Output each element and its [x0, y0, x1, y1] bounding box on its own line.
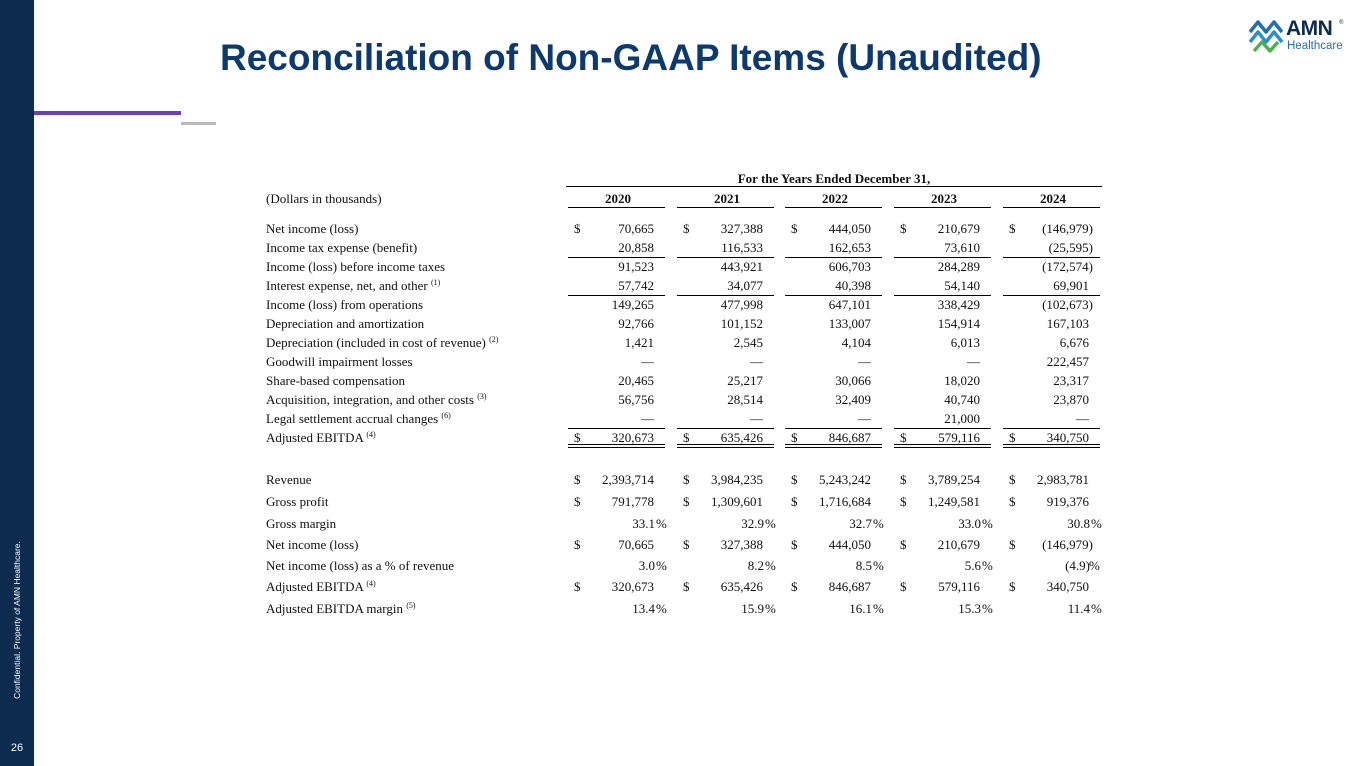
dollar-sign: $ [574, 221, 581, 236]
dollar-sign: $ [791, 472, 798, 487]
row-label: Revenue [266, 472, 312, 487]
dollar-sign: $ [900, 494, 907, 509]
period-header: For the Years Ended December 31, [737, 171, 931, 186]
cell-value: 5.6 [964, 558, 981, 573]
percent-sign: % [765, 558, 776, 573]
table-row [0, 354, 1365, 374]
table-row [0, 537, 1365, 557]
cell-value: 32,409 [835, 392, 871, 407]
table-row [0, 430, 1365, 450]
percent-sign: % [873, 558, 884, 573]
cell-value: 210,679 [937, 221, 980, 236]
cell-value: 3,789,254 [928, 472, 980, 487]
row-label: Depreciation and amortization [266, 316, 425, 331]
cell-value: (25,595) [1048, 240, 1093, 255]
table-row [0, 472, 1365, 492]
cell-value: (102,673) [1042, 297, 1093, 312]
percent-sign: % [982, 558, 993, 573]
row-label: Income (loss) before income taxes [266, 259, 446, 274]
dollar-sign: $ [900, 430, 907, 445]
dollar-sign: $ [900, 579, 907, 594]
cell-value: 73,610 [944, 240, 980, 255]
row-label: Gross profit [266, 494, 329, 509]
dollar-sign: $ [683, 221, 690, 236]
table-row [0, 373, 1365, 393]
confidential-notice: Confidential. Property of AMN Healthcare. [12, 541, 22, 699]
cell-value: 167,103 [1046, 316, 1089, 331]
cell-value: 1,249,581 [928, 494, 980, 509]
cell-value: 8.5 [855, 558, 872, 573]
dollar-sign: $ [683, 430, 690, 445]
cell-value: 4,104 [841, 335, 871, 350]
subtotal-underline [677, 257, 774, 258]
year-header-2021: 2021 [714, 191, 740, 206]
cell-value: 477,998 [720, 297, 763, 312]
page-number: 26 [10, 742, 24, 754]
cell-value: 340,750 [1046, 579, 1089, 594]
cell-value: — [750, 354, 763, 369]
cell-value: 23,317 [1053, 373, 1089, 388]
subtotal-underline [785, 257, 882, 258]
table-row [0, 411, 1365, 431]
row-label: Net income (loss) as a % of revenue [266, 558, 455, 573]
row-label: Goodwill impairment losses [266, 354, 413, 369]
table-row [0, 494, 1365, 514]
cell-value: 40,740 [944, 392, 980, 407]
cell-value: 33.0 [958, 516, 981, 531]
dollar-sign: $ [574, 494, 581, 509]
dollar-sign: $ [791, 221, 798, 236]
cell-value: 20,858 [618, 240, 654, 255]
cell-value: 320,673 [611, 579, 654, 594]
cell-value: 15.3 [958, 601, 981, 616]
table-row [0, 316, 1365, 336]
cell-value: 25,217 [727, 373, 763, 388]
row-label: Interest expense, net, and other $^{(1)}$ [266, 278, 441, 293]
cell-value: 444,050 [828, 221, 871, 236]
dollar-sign: $ [574, 472, 581, 487]
dollar-sign: $ [791, 494, 798, 509]
subtotal-underline [894, 257, 991, 258]
period-underline [566, 186, 1102, 187]
cell-value: 70,665 [618, 221, 654, 236]
cell-value: 210,679 [937, 537, 980, 552]
dollar-sign: $ [574, 579, 581, 594]
subtotal-underline [1003, 257, 1100, 258]
footnote-ref: (6) [441, 411, 451, 420]
subtotal-underline [894, 295, 991, 296]
cell-value: — [858, 411, 871, 426]
cell-value: 32.7 [849, 516, 872, 531]
table-row [0, 558, 1365, 578]
cell-value: 444,050 [828, 537, 871, 552]
cell-value: 338,429 [937, 297, 980, 312]
cell-value: 2,545 [733, 335, 763, 350]
percent-sign: % [873, 516, 884, 531]
percent-sign: % [656, 601, 667, 616]
cell-value: 23,870 [1053, 392, 1089, 407]
footnote-ref: (3) [477, 392, 487, 401]
cell-value: 222,457 [1046, 354, 1089, 369]
row-label: Net income (loss) [266, 537, 359, 552]
year-header-underline [785, 207, 882, 208]
dollar-sign: $ [683, 537, 690, 552]
cell-value: 33.1 [632, 516, 655, 531]
percent-sign: % [656, 516, 667, 531]
cell-value: 6,676 [1059, 335, 1089, 350]
cell-value: — [750, 411, 763, 426]
cell-value: (172,574) [1042, 259, 1093, 274]
cell-value: 2,983,781 [1037, 472, 1089, 487]
logo-registered-mark: ® [1339, 20, 1344, 26]
footnote-ref: (4) [366, 430, 376, 439]
dollar-sign: $ [574, 430, 581, 445]
cell-value: 635,426 [720, 579, 763, 594]
cell-value: 6,013 [950, 335, 980, 350]
percent-sign: % [1091, 601, 1102, 616]
cell-value: 21,000 [944, 411, 980, 426]
cell-value: 30,066 [835, 373, 871, 388]
title-accent-bar [34, 111, 181, 115]
year-header-underline [894, 207, 991, 208]
percent-sign: % [982, 601, 993, 616]
year-header-2020: 2020 [605, 191, 631, 206]
subtotal-underline [677, 428, 774, 429]
cell-value: 34,077 [727, 278, 763, 293]
page-title: Reconciliation of Non-GAAP Items (Unaudited) [220, 37, 1042, 78]
table-row [0, 392, 1365, 412]
cell-value: 5,243,242 [819, 472, 871, 487]
row-label: Legal settlement accrual changes $^{(6)}$ [266, 411, 451, 426]
table-row [0, 278, 1365, 298]
table-row [0, 221, 1365, 241]
units-label: (Dollars in thousands) [266, 191, 382, 206]
percent-sign: % [765, 601, 776, 616]
cell-value: 791,778 [611, 494, 654, 509]
cell-value: 15.9 [741, 601, 764, 616]
percent-sign: % [1091, 516, 1102, 531]
dollar-sign: $ [900, 472, 907, 487]
dollar-sign: $ [1009, 579, 1016, 594]
cell-value: 57,742 [618, 278, 654, 293]
cell-value: 340,750 [1046, 430, 1089, 445]
cell-value: 162,653 [828, 240, 871, 255]
cell-value: — [641, 411, 654, 426]
subtotal-underline [677, 295, 774, 296]
cell-value: 56,756 [618, 392, 654, 407]
cell-value: 70,665 [618, 537, 654, 552]
cell-value: 320,673 [611, 430, 654, 445]
cell-value: 919,376 [1046, 494, 1089, 509]
subtotal-underline [894, 428, 991, 429]
dollar-sign: $ [900, 221, 907, 236]
cell-value: 846,687 [828, 430, 871, 445]
dollar-sign: $ [791, 537, 798, 552]
dollar-sign: $ [791, 579, 798, 594]
logo-wordmark: AMN [1286, 17, 1333, 40]
dollar-sign: $ [900, 537, 907, 552]
cell-value: 154,914 [937, 316, 980, 331]
dollar-sign: $ [683, 579, 690, 594]
cell-value: 133,007 [828, 316, 871, 331]
row-label: Adjusted EBITDA margin $^{(5)}$ [266, 601, 416, 616]
cell-value: 1,309,601 [711, 494, 763, 509]
cell-value: 579,116 [938, 430, 980, 445]
cell-value: 2,393,714 [602, 472, 654, 487]
footnote-ref: (1) [430, 278, 441, 287]
cell-value: 92,766 [618, 316, 654, 331]
cell-value: — [858, 354, 871, 369]
dollar-sign: $ [574, 537, 581, 552]
row-label: Adjusted EBITDA $^{(4)}$ [266, 579, 376, 594]
row-label: Income (loss) from operations [266, 297, 424, 312]
cell-value: 8.2 [747, 558, 764, 573]
row-label: Share-based compensation [266, 373, 405, 388]
dollar-sign: $ [1009, 221, 1016, 236]
cell-value: 91,523 [618, 259, 654, 274]
row-label: Adjusted EBITDA $^{(4)}$ [266, 430, 376, 445]
cell-value: 18,020 [944, 373, 980, 388]
table-row [0, 516, 1365, 536]
cell-value: 327,388 [720, 537, 763, 552]
cell-value: (146,979) [1042, 537, 1093, 552]
cell-value: 846,687 [828, 579, 871, 594]
dollar-sign: $ [791, 430, 798, 445]
cell-value: 101,152 [720, 316, 763, 331]
subtotal-underline [568, 257, 665, 258]
percent-sign: % [656, 558, 667, 573]
footnote-ref: (5) [406, 601, 416, 610]
cell-value: 635,426 [720, 430, 763, 445]
dollar-sign: $ [683, 472, 690, 487]
footnote-ref: (2) [489, 335, 499, 344]
cell-value: (4.9) [1065, 558, 1090, 573]
row-label: Income tax expense (benefit) [266, 240, 418, 255]
cell-value: 28,514 [727, 392, 763, 407]
subtotal-underline [568, 295, 665, 296]
dollar-sign: $ [1009, 472, 1016, 487]
year-header-2023: 2023 [931, 191, 957, 206]
cell-value: 579,116 [938, 579, 980, 594]
subtotal-underline [568, 428, 665, 429]
year-header-underline [1003, 207, 1100, 208]
dollar-sign: $ [1009, 430, 1016, 445]
cell-value: 1,716,684 [819, 494, 871, 509]
percent-sign: % [1089, 558, 1100, 573]
cell-value: 40,398 [835, 278, 871, 293]
table-row [0, 240, 1365, 260]
year-header-underline [677, 207, 774, 208]
row-label: Net income (loss) [266, 221, 359, 236]
cell-value: 284,289 [937, 259, 980, 274]
cell-value: 327,388 [720, 221, 763, 236]
percent-sign: % [873, 601, 884, 616]
cell-value: 443,921 [720, 259, 763, 274]
cell-value: 16.1 [849, 601, 872, 616]
dollar-sign: $ [1009, 494, 1016, 509]
cell-value: — [1076, 411, 1089, 426]
cell-value: 606,703 [828, 259, 871, 274]
cell-value: 54,140 [944, 278, 980, 293]
percent-sign: % [982, 516, 993, 531]
subtotal-underline [785, 428, 882, 429]
cell-value: — [641, 354, 654, 369]
title-accent-gray-bar [181, 122, 216, 125]
year-header-2022: 2022 [822, 191, 848, 206]
subtotal-underline [1003, 428, 1100, 429]
row-label: Depreciation (included in cost of revenue) $^{(2)}$ [266, 335, 499, 350]
year-header-2024: 2024 [1040, 191, 1066, 206]
percent-sign: % [765, 516, 776, 531]
cell-value: — [967, 354, 980, 369]
cell-value: 149,265 [611, 297, 654, 312]
dollar-sign: $ [683, 494, 690, 509]
cell-value: 20,465 [618, 373, 654, 388]
cell-value: 13.4 [632, 601, 655, 616]
subtotal-underline [785, 295, 882, 296]
cell-value: 32.9 [741, 516, 764, 531]
table-row [0, 579, 1365, 599]
logo-subtitle: Healthcare [1287, 40, 1343, 52]
year-header-underline [568, 207, 665, 208]
cell-value: 3,984,235 [711, 472, 763, 487]
cell-value: (146,979) [1042, 221, 1093, 236]
cell-value: 11.4 [1067, 601, 1090, 616]
row-label: Acquisition, integration, and other costs $^{(3)}$ [266, 392, 487, 407]
dollar-sign: $ [1009, 537, 1016, 552]
footnote-ref: (4) [366, 579, 376, 588]
table-row [0, 297, 1365, 317]
cell-value: 1,421 [624, 335, 654, 350]
subtotal-underline [1003, 295, 1100, 296]
row-label: Gross margin [266, 516, 337, 531]
cell-value: 116,533 [721, 240, 763, 255]
cell-value: 647,101 [828, 297, 871, 312]
table-row [0, 335, 1365, 355]
cell-value: 69,901 [1053, 278, 1089, 293]
cell-value: 3.0 [638, 558, 655, 573]
table-row [0, 259, 1365, 279]
total-double-underline [1003, 444, 1100, 448]
table-row [0, 601, 1365, 621]
cell-value: 30.8 [1067, 516, 1090, 531]
